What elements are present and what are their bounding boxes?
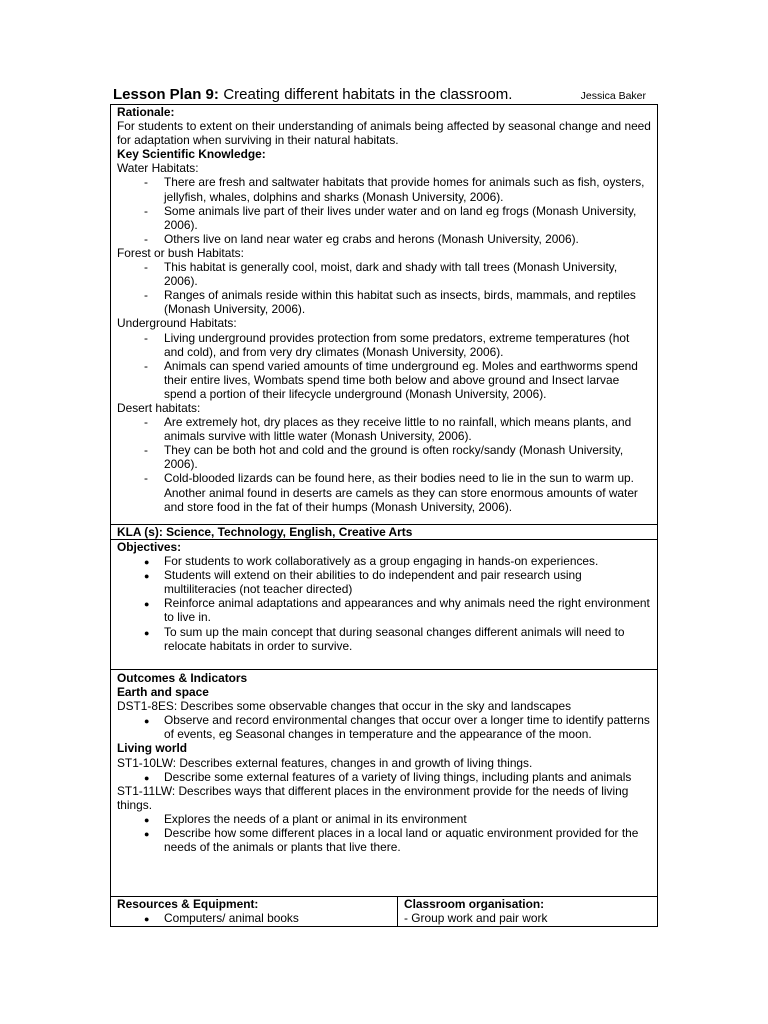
- section-title-water: Water Habitats:: [117, 161, 199, 176]
- lesson-title: Creating different habitats in the classroom.: [223, 86, 513, 103]
- objectives-heading: Objectives:: [117, 540, 182, 554]
- author-name: Jessica Baker: [580, 90, 646, 102]
- resources-row: [110, 896, 658, 927]
- resources-heading: Resources & Equipment:: [117, 897, 259, 911]
- classroom-heading: Classroom organisation:: [404, 897, 545, 911]
- outcomes-heading: Outcomes & Indicators: [117, 671, 248, 685]
- list-item: - Living underground provides protection from some predators, extreme temperatures (hot and cold), and from very dry climates (Monash University, 2006).: [144, 330, 630, 359]
- underground-list: [117, 331, 651, 401]
- forest-list: [117, 260, 651, 316]
- classroom-text: - Group work and pair work: [404, 911, 548, 926]
- lesson-label: Lesson Plan 9:: [113, 86, 219, 103]
- earth-outcome: DST1-8ES: Describes some observable changes that occur in the sky and landscapes: [117, 699, 572, 714]
- classroom-cell: [398, 897, 657, 926]
- objectives-list: [117, 554, 651, 653]
- list-item: ● Reinforce animal adaptations and appearances and why animals need the right environment to live in.: [144, 596, 650, 625]
- rationale-text: For students to extent on their understanding of animals being affected by seasonal change and need for adaptation when surviving in their natural habitats.: [117, 119, 651, 148]
- list-item: - Cold-blooded lizards can be found here, as their bodies need to lie in the sun to warm up. Another animal found in deserts are camels as they can store enormous amounts of water and store food in the fat of their humps (Monash University, 2006).: [144, 471, 638, 514]
- living-list-2: [117, 812, 651, 854]
- list-item: - Ranges of animals reside within this habitat such as insects, birds, mammals, and reptiles (Monash University, 2006).: [144, 288, 636, 317]
- rationale-box: [110, 104, 658, 525]
- resources-cell: [111, 897, 398, 926]
- list-item: ● To sum up the main concept that during seasonal changes different animals will need to relocate habitats in order to survive.: [144, 624, 625, 653]
- list-item: ● Students will extend on their abilities to do independent and pair research using multiliteracies (not teacher directed): [144, 568, 582, 597]
- outcomes-box: [110, 669, 658, 897]
- list-item: ● Describe some external features of a variety of living things, including plants and animals: [144, 769, 632, 784]
- section-title-desert: Desert habitats:: [117, 400, 201, 415]
- section-title-underground: Underground Habitats:: [117, 316, 237, 331]
- living-heading: Living world: [117, 741, 188, 756]
- objectives-box: [110, 539, 658, 670]
- list-item: ● Computers/ animal books: [144, 911, 299, 926]
- living-outcome-2: ST1-11LW: Describes ways that different places in the environment provide for the needs of living things.: [117, 783, 629, 812]
- kla-box: [110, 524, 658, 540]
- earth-heading: Earth and space: [117, 685, 209, 700]
- list-item: - Animals can spend varied amounts of time underground eg. Moles and earthworms spend their entire lives, Wombats spend time both below and above ground and Insect larvae spend a portion of their lifecycle underground (Monash University, 2006).: [144, 358, 638, 401]
- living-list-1: [117, 770, 651, 784]
- list-item: - There are fresh and saltwater habitats that provide homes for animals such as fish, oysters, jellyfish, whales, dolphins and sharks (Monash University, 2006).: [144, 175, 645, 204]
- list-item: ● Observe and record environmental changes that occur over a longer time to identify patterns of events, eg Seasonal changes in temperature and the appearance of the moon.: [144, 713, 650, 742]
- list-item: - Some animals live part of their lives under water and on land eg frogs (Monash University, 2006).: [144, 203, 637, 232]
- living-outcome-1: ST1-10LW: Describes external features, changes in and growth of living things.: [117, 755, 533, 770]
- list-item: - They can be both hot and cold and the ground is often rocky/sandy (Monash University, 2006).: [144, 443, 624, 472]
- desert-list: [117, 415, 651, 514]
- list-item: ● Describe how some different places in a local land or aquatic environment provided for the needs of the animals or plants that live there.: [144, 826, 639, 855]
- earth-list: [117, 713, 651, 741]
- rationale-heading: Rationale:: [117, 105, 175, 119]
- list-item: ● For students to work collaboratively as a group engaging in hands-on experiences.: [144, 554, 599, 569]
- list-item: - Others live on land near water eg crabs and herons (Monash University, 2006).: [144, 231, 579, 246]
- water-list: [117, 175, 651, 245]
- list-item: ● Explores the needs of a plant or animal in its environment: [144, 811, 467, 826]
- resources-list: [117, 911, 391, 925]
- kla-text: KLA (s): Science, Technology, English, Creative Arts: [117, 525, 413, 539]
- document-header: [113, 86, 658, 104]
- section-title-forest: Forest or bush Habitats:: [117, 245, 244, 260]
- list-item: - This habitat is generally cool, moist, dark and shady with tall trees (Monash University, 2006).: [144, 260, 618, 289]
- list-item: - Are extremely hot, dry places as they receive little to no rainfall, which means plants, and animals survive with little water (Monash University, 2006).: [144, 415, 632, 444]
- ksk-heading: Key Scientific Knowledge:: [117, 147, 266, 162]
